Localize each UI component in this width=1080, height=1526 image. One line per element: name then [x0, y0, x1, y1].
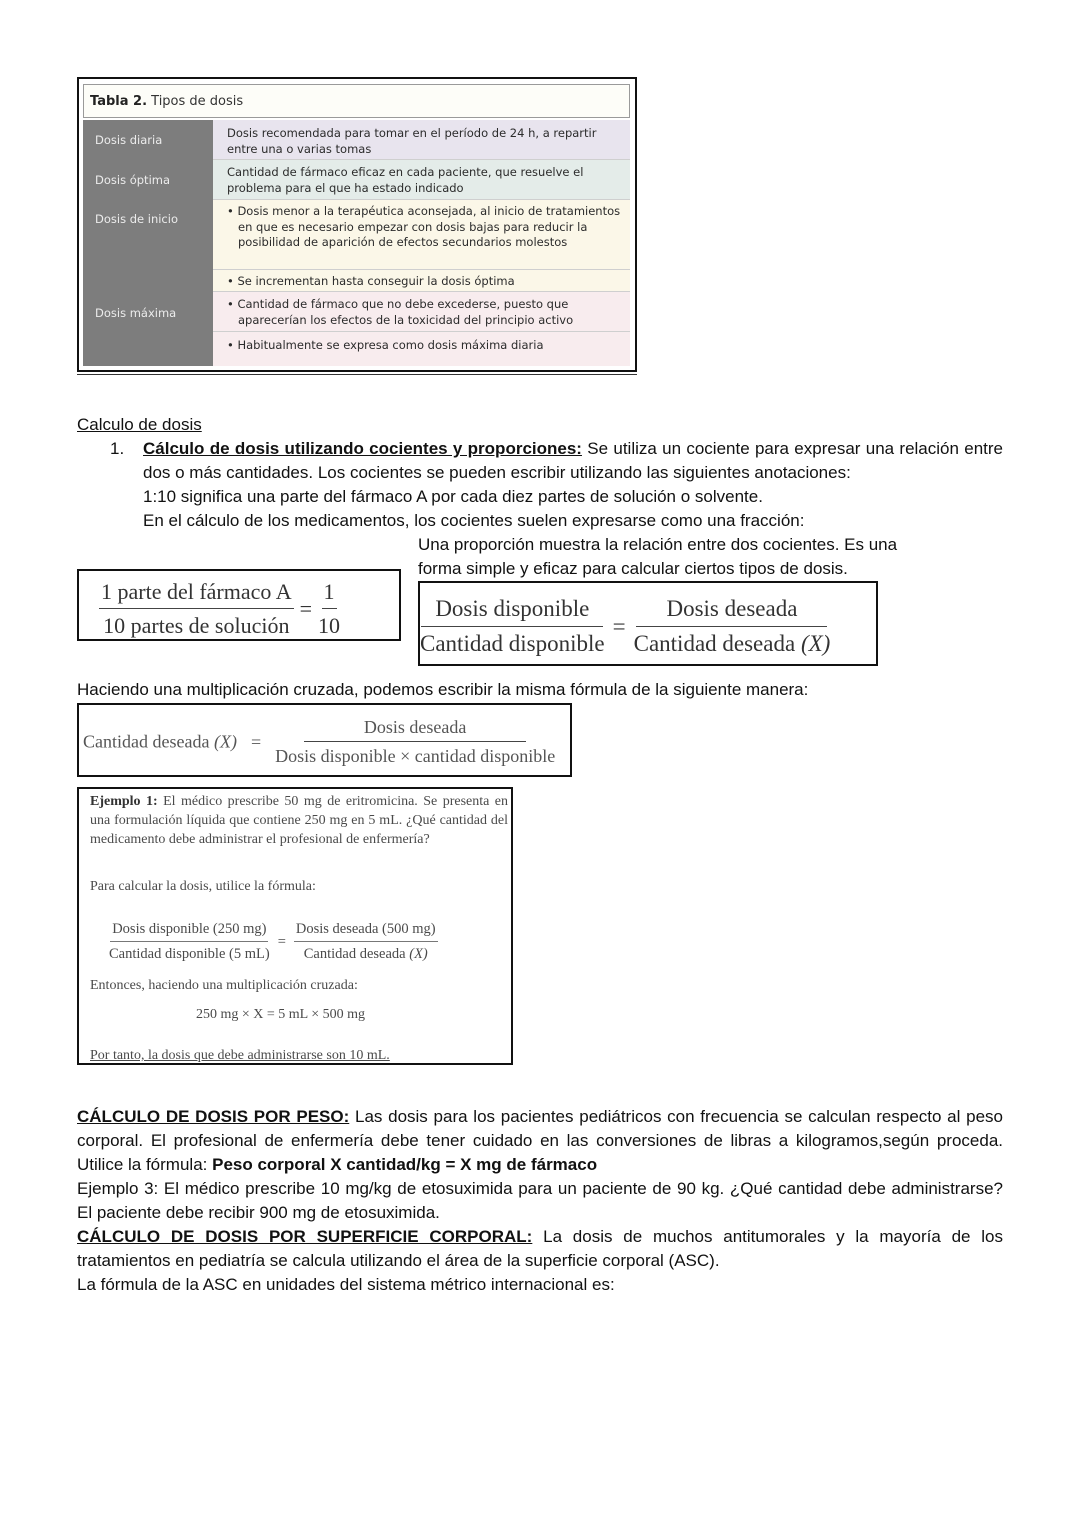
table-cell: Dosis recomendada para tomar en el período de 24 h, a repartir entre una o varias tomas — [227, 126, 597, 156]
example1-desired-dose: Dosis deseada (500 mg) — [294, 921, 438, 942]
ratio-value-fraction — [318, 579, 340, 639]
ratio-notation-text: 1:10 significa una parte del fármaco A por cada diez partes de solución o solvente. — [143, 487, 763, 506]
ratio-denominator: 10 partes de solución — [103, 613, 290, 638]
table-content-column — [213, 120, 630, 366]
example1-conclusion: Por tanto, la dosis que debe administrarse son 10 mL. — [90, 1048, 390, 1063]
table-row — [213, 120, 630, 160]
weight-dosing-formula: Peso corporal X cantidad/kg = X mg de fármaco — [212, 1155, 598, 1174]
variable-x: (X) — [409, 946, 428, 962]
equals-sign: = — [250, 731, 262, 752]
ratio-numerator: 1 parte del fármaco A — [99, 579, 294, 609]
table-body — [83, 120, 630, 366]
example1-box — [77, 787, 513, 1065]
example1-statement — [90, 792, 508, 849]
example1-instruction: Para calcular la dosis, utilice la fórmula: — [90, 879, 316, 894]
table-row — [213, 200, 630, 270]
desired-dose: Dosis deseada — [636, 596, 827, 627]
label-dosis-maxima: Dosis máxima — [95, 306, 177, 320]
example1-label: Ejemplo 1: — [90, 794, 158, 809]
asc-formula-intro: La fórmula de la ASC en unidades del sistema métrico internacional es: — [77, 1275, 615, 1294]
desired-fraction — [634, 596, 831, 657]
available-fraction — [420, 596, 605, 657]
example1-cross-text: Entonces, haciendo una multiplicación cruzada: — [90, 978, 358, 993]
ratio-value-numerator: 1 — [322, 579, 337, 609]
item1-text: Se utiliza un cociente para expresar una relación entre dos o más cantidades. Los cocientes se pueden escribir utilizando las siguientes anotaciones: — [143, 439, 1004, 482]
table-title — [83, 84, 630, 118]
variable-x: (X) — [213, 731, 237, 752]
proportion-formula-box — [418, 581, 878, 666]
example1-text: El médico prescribe 50 mg de eritromicina. Se presenta en una formulación líquida que contiene 250 mg en 5 mL. ¿Qué cantidad del medicamento debe administrar el profesional de enfermería? — [90, 794, 508, 847]
available-quantity: Cantidad disponible — [420, 631, 605, 656]
ratio-fraction — [99, 579, 294, 639]
table-title-text: Tipos de dosis — [147, 94, 244, 109]
available-dose: Dosis disponible — [421, 596, 603, 627]
desired-quantity: Cantidad deseada — [633, 631, 796, 656]
weight-dosing-paragraph — [77, 1105, 1003, 1177]
example1-desired-quantity: Cantidad deseada — [303, 946, 406, 962]
table-label-column — [83, 120, 213, 366]
label-dosis-optima: Dosis óptima — [95, 173, 171, 187]
equals-sign: = — [277, 933, 286, 950]
equals-sign: = — [299, 596, 312, 621]
table-bullet: • Se incrementan hasta conseguir la dosis óptima — [227, 274, 515, 288]
label-dosis-diaria: Dosis diaria — [95, 133, 163, 147]
table-bullet: • Cantidad de fármaco que no debe excederse, puesto que aparecerían los efectos de la toxicidad del principio activo — [227, 297, 574, 327]
surface-dosing-text: La dosis de muchos antitumorales y la mayoría de los tratamientos en pediatría se calcula utilizando el área de la superficie corporal (ASC). — [77, 1227, 1004, 1270]
example1-desired-fraction — [294, 921, 438, 963]
table-cell: Cantidad de fármaco eficaz en cada paciente, que resuelve el problema para el que ha estado indicado — [227, 165, 584, 195]
cross-lhs: Cantidad deseada — [83, 731, 210, 752]
label-dosis-inicio: Dosis de inicio — [95, 212, 178, 226]
list-number: 1. — [110, 439, 125, 458]
cross-numerator: Dosis deseada — [304, 717, 526, 742]
variable-x: (X) — [800, 631, 831, 656]
table-title-number: Tabla 2. — [90, 94, 148, 109]
fraction-intro-text: En el cálculo de los medicamentos, los cocientes suelen expresarse como una fracción: — [143, 511, 805, 530]
ratio-formula-box — [77, 569, 401, 641]
table-bullet: • Dosis menor a la terapéutica aconsejada, al inicio de tratamientos en que es necesario empezar con dosis bajas para reducir la posibilidad de aparición de efectos secundarios molestos — [227, 204, 621, 249]
example1-available-dose: Dosis disponible (250 mg) — [110, 921, 268, 942]
example1-formula — [109, 921, 438, 963]
table-row — [213, 292, 630, 332]
example3-paragraph: Ejemplo 3: El médico prescribe 10 mg/kg de etosuximida para un paciente de 90 kg. ¿Qué cantidad debe administrarse? El paciente debe recibir 900 mg de etosuximida. — [77, 1179, 1003, 1222]
cross-denominator: Dosis disponible × cantidad disponible — [275, 746, 556, 766]
item1-paragraph — [143, 437, 1003, 485]
weight-dosing-text: Las dosis para los pacientes pediátricos con frecuencia se calculan respecto al peso corporal. El profesional de enfermería debe tener cuidado en las conversiones de libras a kilogramos,según proceda. Utilice la fórmula: — [77, 1107, 1003, 1174]
section-heading: Calculo de dosis — [77, 415, 202, 434]
example1-cross-equation: 250 mg × X = 5 mL × 500 mg — [196, 1007, 365, 1022]
surface-dosing-paragraph — [77, 1225, 1003, 1273]
table-row — [213, 270, 630, 292]
ratio-value-denominator: 10 — [318, 613, 340, 638]
item1-title: Cálculo de dosis utilizando cocientes y proporciones: — [143, 439, 582, 458]
example1-available-fraction — [109, 921, 270, 963]
cross-fraction — [275, 717, 555, 767]
example1-available-quantity: Cantidad disponible (5 mL) — [109, 946, 270, 962]
equals-sign: = — [612, 613, 626, 639]
surface-dosing-title: CÁLCULO DE DOSIS POR SUPERFICIE CORPORAL: — [77, 1227, 533, 1246]
tipos-de-dosis-table — [77, 77, 637, 372]
cross-formula-box — [77, 703, 572, 777]
proportion-text: Una proporción muestra la relación entre dos cocientes. Es una forma simple y eficaz para calcular ciertos tipos de dosis. — [418, 535, 898, 578]
cross-multiplication-intro: Haciendo una multiplicación cruzada, podemos escribir la misma fórmula de la siguiente manera: — [77, 680, 809, 699]
table-row — [213, 160, 630, 200]
table-row — [213, 332, 630, 366]
table-bullet: • Habitualmente se expresa como dosis máxima diaria — [227, 338, 544, 352]
weight-dosing-title: CÁLCULO DE DOSIS POR PESO: — [77, 1107, 350, 1126]
